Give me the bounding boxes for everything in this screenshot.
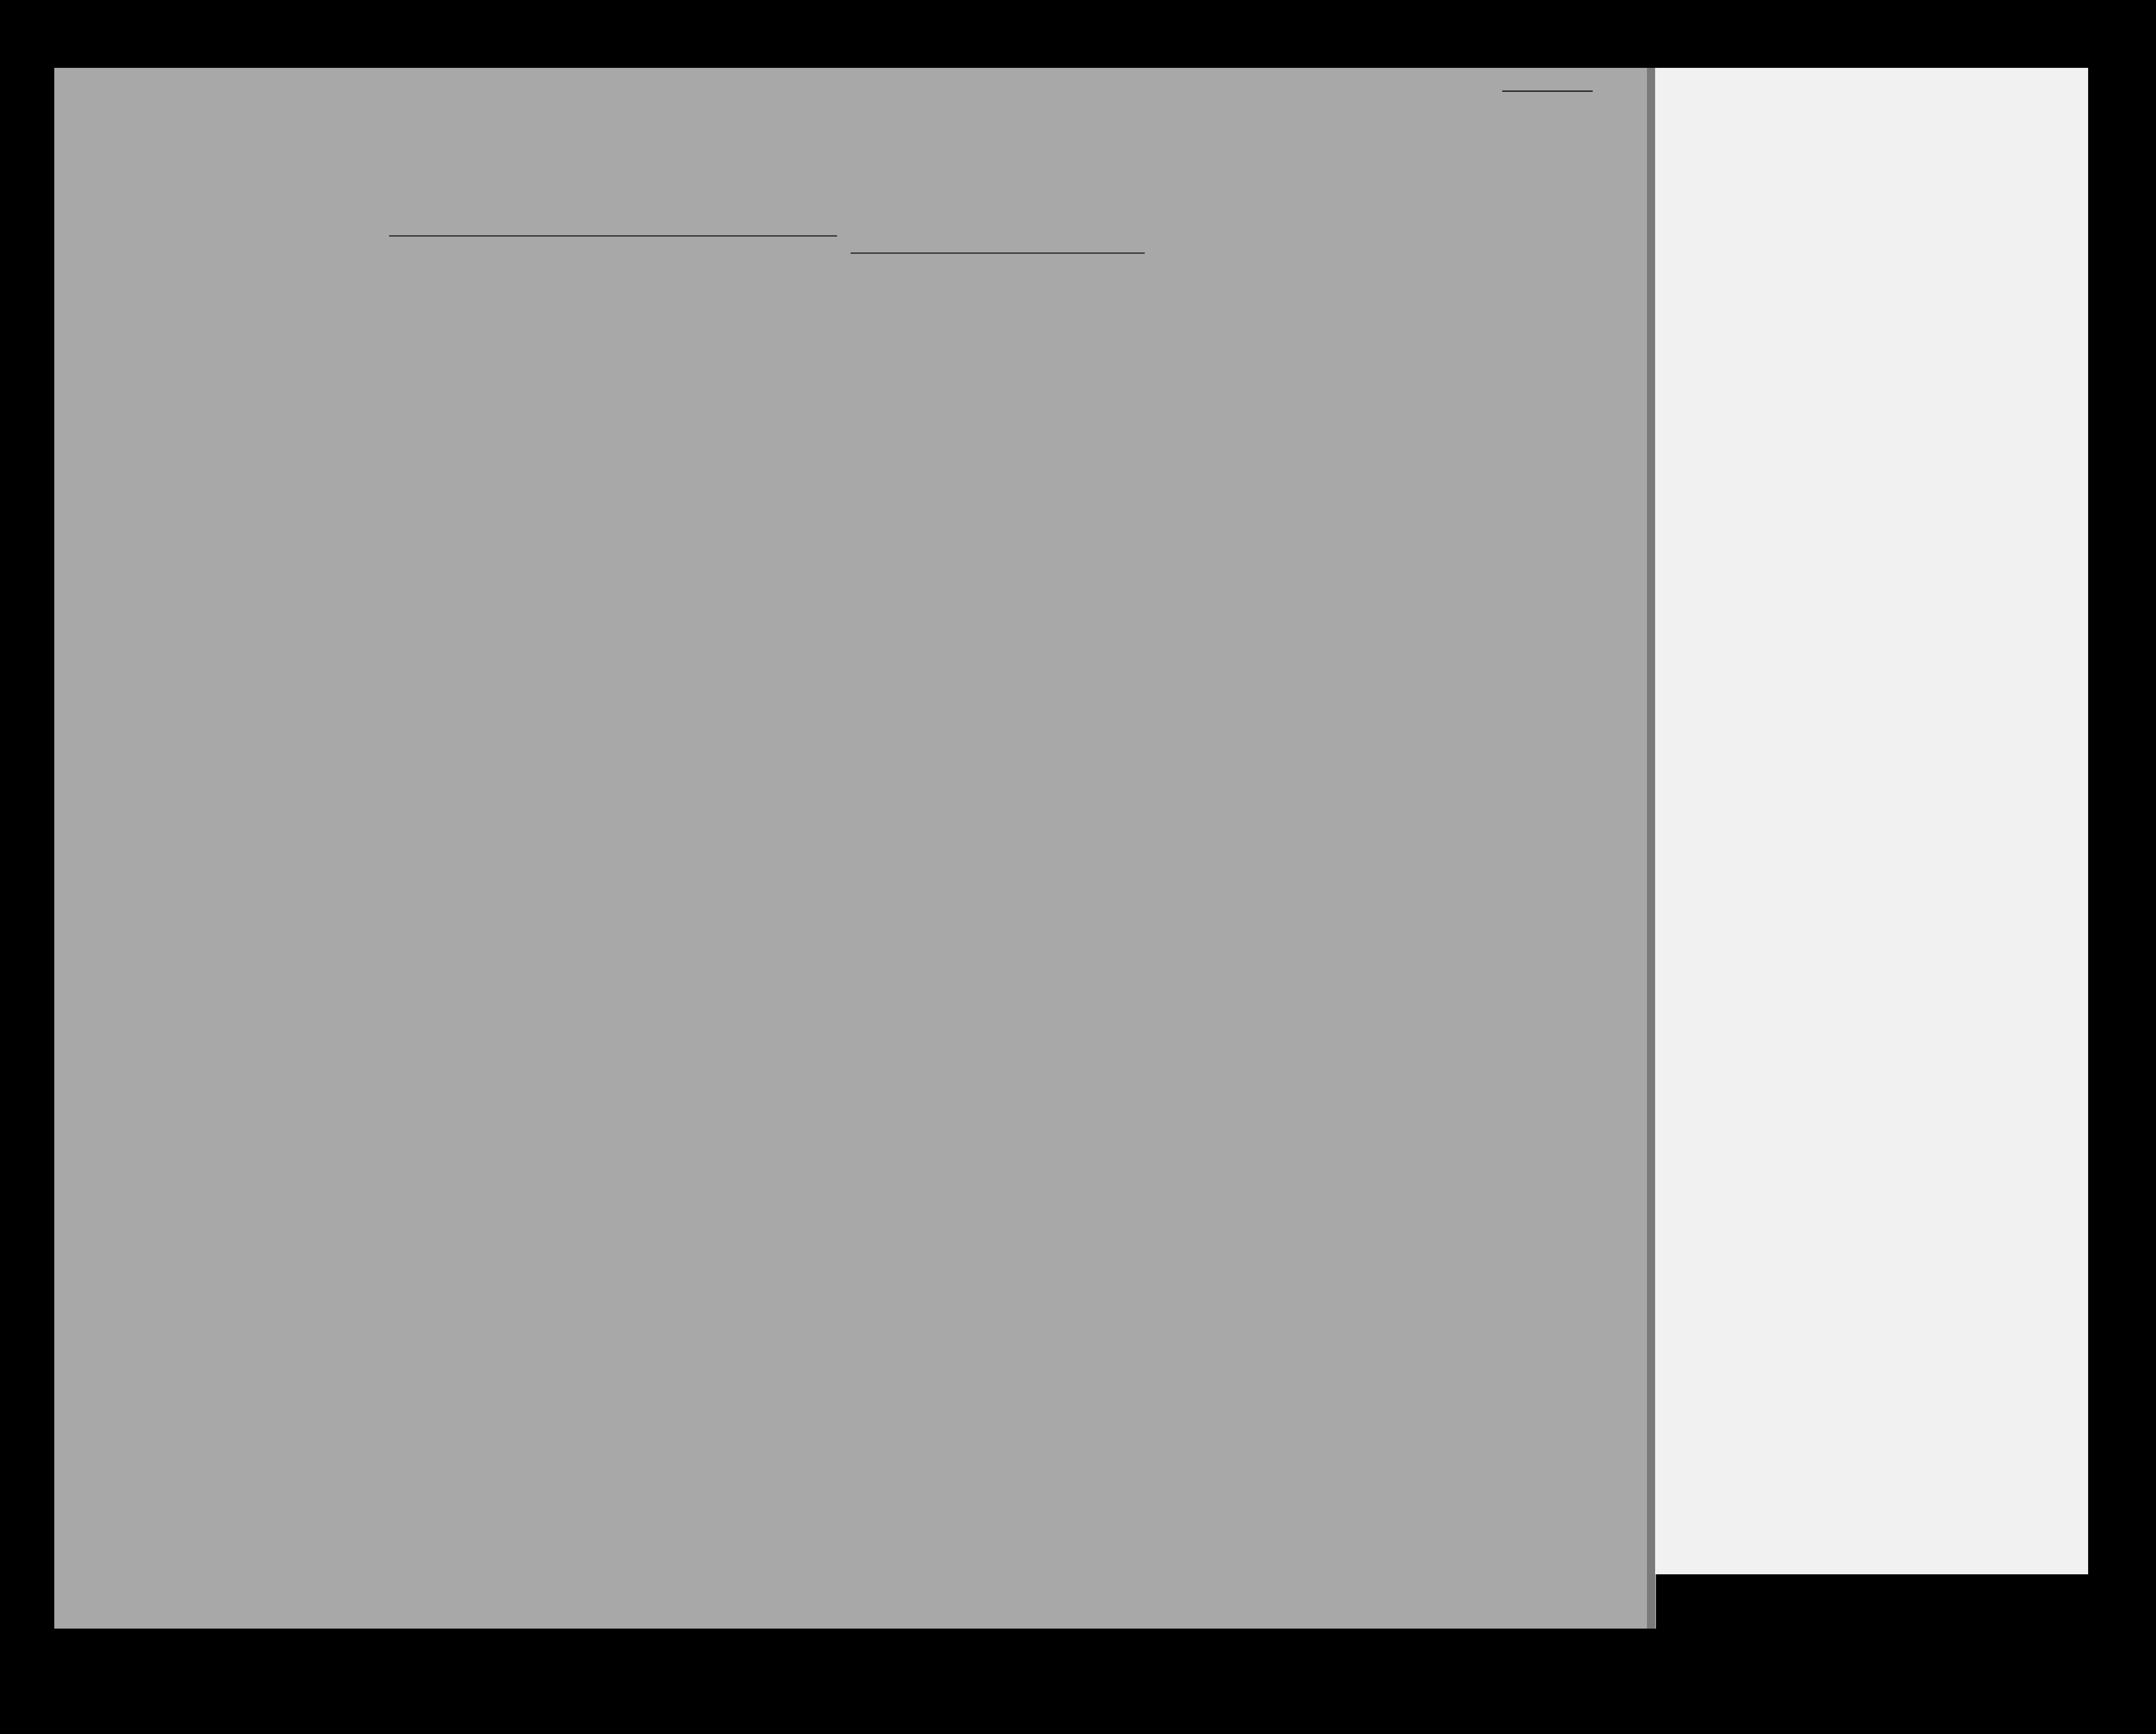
header-feet (1172, 394, 1190, 425)
header-deported (1027, 317, 1054, 430)
header-anarchist (909, 317, 928, 430)
port-name (389, 235, 837, 237)
header-offer (984, 317, 1025, 430)
header-purpose-c (814, 326, 847, 430)
header-purpose-b (760, 326, 793, 430)
header-money (296, 317, 326, 430)
header-inches (1195, 394, 1213, 430)
header-belief (928, 317, 982, 430)
header-ticket (181, 317, 206, 430)
header-prison (851, 317, 881, 430)
list-number (1502, 90, 1593, 92)
arrival-date (851, 235, 1145, 254)
header-purpose-a (724, 326, 757, 430)
header-polygamist (887, 317, 905, 430)
